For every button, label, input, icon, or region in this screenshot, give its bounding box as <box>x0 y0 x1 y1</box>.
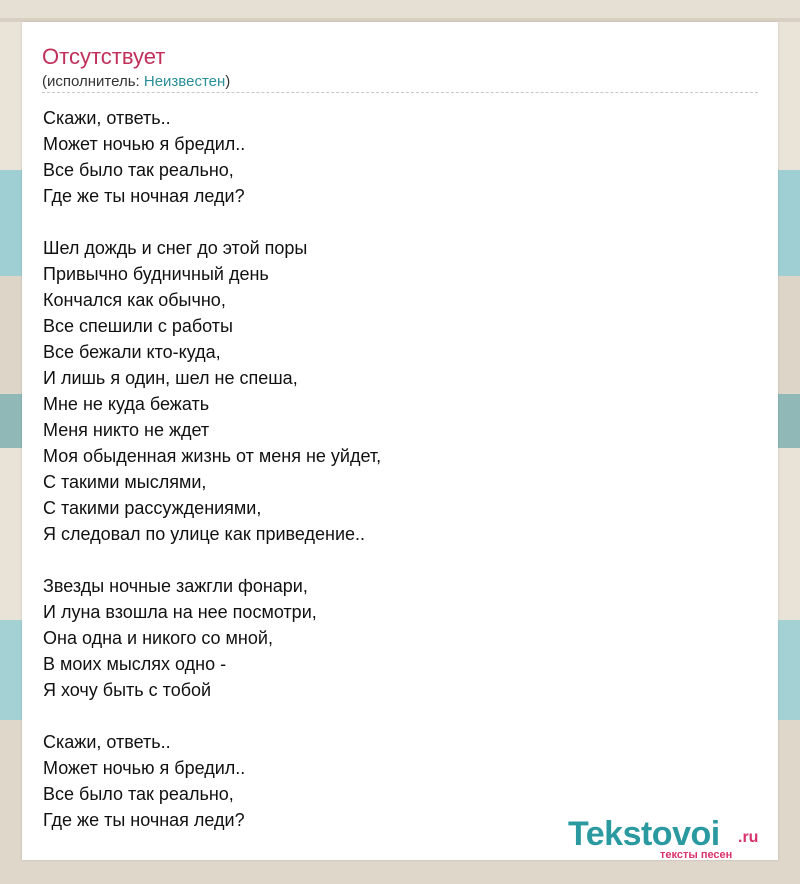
logo-tagline: тексты песен <box>660 849 733 861</box>
lyrics-text: Скажи, ответь.. Может ночью я бредил.. Все было так реально, Где же ты ночная леди? Шел дождь и снег до этой поры Привычно будничный день Кончался как обычно, Все спешили с работы Все бежали кто-куда, И лишь я один, шел не спеша, Мне не куда бежать Меня никто не ждет Моя обыденная жизнь от меня не уйдет, С такими мыслями, С такими рассуждениями, Я следовал по улице как приведение.. Звезды ночные зажгли фонари, И луна взошла на нее посмотри, Она одна и никого со мной, В моих мыслях одно - Я хочу быть с тобой Скажи, ответь.. Может ночью я бредил.. Все было так реально, Где же ты ночная леди? <box>43 108 382 830</box>
artist-suffix: ) <box>225 73 231 90</box>
artist-line <box>42 72 230 92</box>
logo-tld: .ru <box>738 829 759 846</box>
site-logo[interactable] <box>568 815 778 861</box>
title-divider <box>42 92 758 93</box>
artist-link[interactable]: Неизвестен <box>143 73 226 90</box>
artist-prefix: (исполнитель: <box>42 73 144 90</box>
lyrics-card <box>22 22 778 860</box>
song-title: Отсутствует <box>42 44 166 69</box>
logo-wordmark: Tekstovoi <box>568 815 720 853</box>
